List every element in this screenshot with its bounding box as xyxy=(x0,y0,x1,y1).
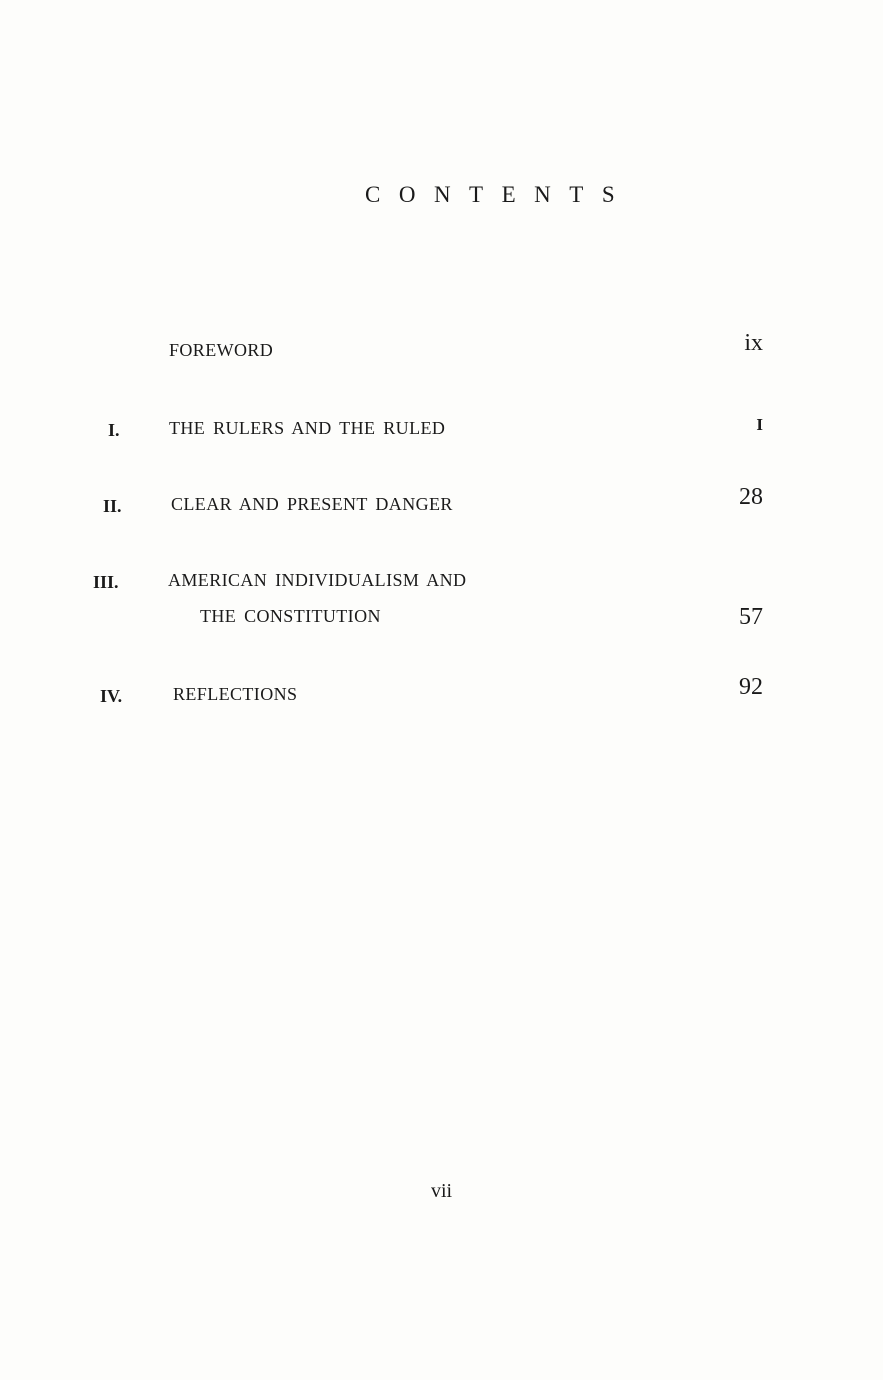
toc-entry-title-line: FOREWORD xyxy=(169,340,274,360)
toc-entry-title-line: CLEAR AND PRESENT DANGER xyxy=(171,494,453,514)
toc-entry-title-line: REFLECTIONS xyxy=(173,684,298,704)
contents-heading: CONTENTS xyxy=(365,182,634,207)
toc-entry-page: 28 xyxy=(739,484,763,510)
toc-entry-page: 92 xyxy=(739,674,763,700)
toc-entry-numeral: I. xyxy=(108,420,120,440)
toc-entry-title-line: THE CONSTITUTION xyxy=(200,606,381,626)
toc-entry-title xyxy=(173,676,297,712)
toc-entry-title-line: THE RULERS AND THE RULED xyxy=(169,418,446,438)
toc-entry-page: 57 xyxy=(739,604,763,630)
toc-entry-title xyxy=(168,562,466,634)
toc-entry-numeral: II. xyxy=(103,496,122,516)
toc-entry-numeral: IV. xyxy=(100,686,123,706)
toc-entry-title xyxy=(169,410,445,446)
page-folio: vii xyxy=(430,1180,453,1202)
toc-entry-page: ix xyxy=(744,330,763,356)
toc-entry-page: I xyxy=(756,415,763,434)
toc-entry-title-line: AMERICAN INDIVIDUALISM AND xyxy=(168,570,467,590)
toc-entry-title xyxy=(171,486,453,522)
toc-entry-numeral: III. xyxy=(93,572,119,592)
toc-entry-title xyxy=(169,332,273,368)
